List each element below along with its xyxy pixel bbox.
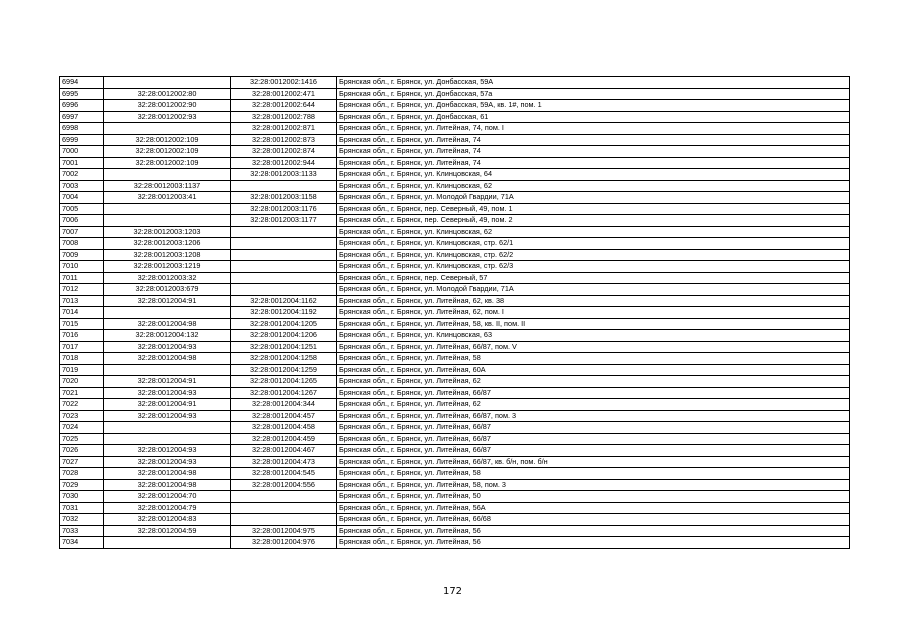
address-cell: Брянская обл., г. Брянск, ул. Литейная, 66/87 (337, 433, 850, 445)
old-cadastral-number-cell (104, 307, 231, 319)
table-row (60, 445, 850, 457)
new-cadastral-number-cell: 32:28:0012002:871 (231, 123, 337, 135)
new-cadastral-number-cell (231, 514, 337, 526)
row-number-cell: 7020 (60, 376, 104, 388)
row-number-cell: 7032 (60, 514, 104, 526)
new-cadastral-number-cell: 32:28:0012004:459 (231, 433, 337, 445)
row-number-cell: 7000 (60, 146, 104, 158)
address-cell: Брянская обл., г. Брянск, ул. Клинцовская, стр. 62/2 (337, 249, 850, 261)
address-cell: Брянская обл., г. Брянск, ул. Литейная, 66/87, пом. V (337, 341, 850, 353)
table-row (60, 203, 850, 215)
new-cadastral-number-cell: 32:28:0012003:1176 (231, 203, 337, 215)
row-number-cell: 6995 (60, 88, 104, 100)
table-row (60, 514, 850, 526)
table-row (60, 318, 850, 330)
old-cadastral-number-cell: 32:28:0012002:109 (104, 157, 231, 169)
address-cell: Брянская обл., г. Брянск, ул. Литейная, 66/87 (337, 387, 850, 399)
new-cadastral-number-cell: 32:28:0012004:344 (231, 399, 337, 411)
new-cadastral-number-cell: 32:28:0012004:1251 (231, 341, 337, 353)
table-row (60, 261, 850, 273)
address-cell: Брянская обл., г. Брянск, ул. Литейная, 60А (337, 364, 850, 376)
row-number-cell: 7033 (60, 525, 104, 537)
new-cadastral-number-cell: 32:28:0012003:1158 (231, 192, 337, 204)
old-cadastral-number-cell: 32:28:0012004:91 (104, 376, 231, 388)
table-row (60, 77, 850, 89)
table-row (60, 502, 850, 514)
row-number-cell: 7012 (60, 284, 104, 296)
address-cell: Брянская обл., г. Брянск, ул. Литейная, 50 (337, 491, 850, 503)
row-number-cell: 7010 (60, 261, 104, 273)
new-cadastral-number-cell (231, 284, 337, 296)
table-row (60, 123, 850, 135)
address-cell: Брянская обл., г. Брянск, ул. Литейная, 66/68 (337, 514, 850, 526)
address-cell: Брянская обл., г. Брянск, ул. Клинцовская, 63 (337, 330, 850, 342)
new-cadastral-number-cell (231, 226, 337, 238)
new-cadastral-number-cell: 32:28:0012003:1177 (231, 215, 337, 227)
new-cadastral-number-cell (231, 261, 337, 273)
new-cadastral-number-cell: 32:28:0012004:976 (231, 537, 337, 549)
old-cadastral-number-cell: 32:28:0012004:93 (104, 456, 231, 468)
new-cadastral-number-cell (231, 249, 337, 261)
table-row (60, 111, 850, 123)
old-cadastral-number-cell: 32:28:0012004:93 (104, 445, 231, 457)
old-cadastral-number-cell: 32:28:0012002:90 (104, 100, 231, 112)
new-cadastral-number-cell: 32:28:0012004:1162 (231, 295, 337, 307)
table-row (60, 537, 850, 549)
address-cell: Брянская обл., г. Брянск, ул. Литейная, 58 (337, 468, 850, 480)
row-number-cell: 7002 (60, 169, 104, 181)
address-cell: Брянская обл., г. Брянск, ул. Литейная, 56 (337, 537, 850, 549)
old-cadastral-number-cell (104, 169, 231, 181)
old-cadastral-number-cell: 32:28:0012004:98 (104, 479, 231, 491)
table-row (60, 284, 850, 296)
row-number-cell: 7015 (60, 318, 104, 330)
row-number-cell: 6997 (60, 111, 104, 123)
address-cell: Брянская обл., г. Брянск, ул. Клинцовская, 62 (337, 180, 850, 192)
old-cadastral-number-cell: 32:28:0012004:91 (104, 399, 231, 411)
table-row (60, 134, 850, 146)
address-cell: Брянская обл., г. Брянск, пер. Северный, 49, пом. 1 (337, 203, 850, 215)
old-cadastral-number-cell: 32:28:0012002:80 (104, 88, 231, 100)
old-cadastral-number-cell (104, 77, 231, 89)
row-number-cell: 7001 (60, 157, 104, 169)
address-cell: Брянская обл., г. Брянск, ул. Клинцовская, 62 (337, 226, 850, 238)
new-cadastral-number-cell: 32:28:0012002:874 (231, 146, 337, 158)
address-cell: Брянская обл., г. Брянск, ул. Донбасская, 61 (337, 111, 850, 123)
table-row (60, 226, 850, 238)
table-row (60, 364, 850, 376)
row-number-cell: 7022 (60, 399, 104, 411)
new-cadastral-number-cell (231, 491, 337, 503)
new-cadastral-number-cell: 32:28:0012004:1206 (231, 330, 337, 342)
row-number-cell: 7029 (60, 479, 104, 491)
new-cadastral-number-cell: 32:28:0012004:1192 (231, 307, 337, 319)
row-number-cell: 7014 (60, 307, 104, 319)
new-cadastral-number-cell: 32:28:0012002:788 (231, 111, 337, 123)
row-number-cell: 6999 (60, 134, 104, 146)
row-number-cell: 7013 (60, 295, 104, 307)
table-row (60, 249, 850, 261)
table-row (60, 468, 850, 480)
row-number-cell: 7025 (60, 433, 104, 445)
old-cadastral-number-cell: 32:28:0012002:93 (104, 111, 231, 123)
table-row (60, 192, 850, 204)
address-cell: Брянская обл., г. Брянск, ул. Молодой Гвардии, 71А (337, 192, 850, 204)
table-row (60, 272, 850, 284)
new-cadastral-number-cell: 32:28:0012004:975 (231, 525, 337, 537)
old-cadastral-number-cell: 32:28:0012004:83 (104, 514, 231, 526)
row-number-cell: 7017 (60, 341, 104, 353)
old-cadastral-number-cell: 32:28:0012003:1208 (104, 249, 231, 261)
old-cadastral-number-cell: 32:28:0012004:132 (104, 330, 231, 342)
row-number-cell: 7009 (60, 249, 104, 261)
address-cell: Брянская обл., г. Брянск, ул. Литейная, 66/87 (337, 422, 850, 434)
old-cadastral-number-cell (104, 123, 231, 135)
address-cell: Брянская обл., г. Брянск, ул. Литейная, 66/87, пом. 3 (337, 410, 850, 422)
row-number-cell: 7026 (60, 445, 104, 457)
table-row (60, 215, 850, 227)
old-cadastral-number-cell: 32:28:0012003:679 (104, 284, 231, 296)
table-row (60, 169, 850, 181)
new-cadastral-number-cell (231, 272, 337, 284)
address-cell: Брянская обл., г. Брянск, ул. Литейная, 62, кв. 38 (337, 295, 850, 307)
new-cadastral-number-cell: 32:28:0012002:471 (231, 88, 337, 100)
table-row (60, 387, 850, 399)
old-cadastral-number-cell: 32:28:0012003:32 (104, 272, 231, 284)
registry-table (59, 76, 850, 549)
new-cadastral-number-cell: 32:28:0012004:467 (231, 445, 337, 457)
address-cell: Брянская обл., г. Брянск, ул. Литейная, 74 (337, 146, 850, 158)
old-cadastral-number-cell: 32:28:0012004:98 (104, 468, 231, 480)
new-cadastral-number-cell: 32:28:0012004:1205 (231, 318, 337, 330)
address-cell: Брянская обл., г. Брянск, ул. Донбасская, 57а (337, 88, 850, 100)
new-cadastral-number-cell: 32:28:0012004:1259 (231, 364, 337, 376)
old-cadastral-number-cell (104, 203, 231, 215)
table-row (60, 353, 850, 365)
row-number-cell: 7027 (60, 456, 104, 468)
table-row (60, 341, 850, 353)
address-cell: Брянская обл., г. Брянск, ул. Литейная, 56А (337, 502, 850, 514)
table-row (60, 479, 850, 491)
address-cell: Брянская обл., г. Брянск, ул. Литейная, 58 (337, 353, 850, 365)
row-number-cell: 7006 (60, 215, 104, 227)
address-cell: Брянская обл., г. Брянск, ул. Литейная, 58, кв. II, пом. II (337, 318, 850, 330)
old-cadastral-number-cell: 32:28:0012004:93 (104, 410, 231, 422)
row-number-cell: 7024 (60, 422, 104, 434)
old-cadastral-number-cell: 32:28:0012004:70 (104, 491, 231, 503)
row-number-cell: 7031 (60, 502, 104, 514)
row-number-cell: 7018 (60, 353, 104, 365)
new-cadastral-number-cell: 32:28:0012002:873 (231, 134, 337, 146)
row-number-cell: 6996 (60, 100, 104, 112)
old-cadastral-number-cell (104, 537, 231, 549)
address-cell: Брянская обл., г. Брянск, ул. Литейная, 62 (337, 376, 850, 388)
row-number-cell: 7008 (60, 238, 104, 250)
old-cadastral-number-cell: 32:28:0012004:79 (104, 502, 231, 514)
new-cadastral-number-cell: 32:28:0012002:644 (231, 100, 337, 112)
table-row (60, 100, 850, 112)
old-cadastral-number-cell (104, 364, 231, 376)
old-cadastral-number-cell: 32:28:0012002:109 (104, 146, 231, 158)
table-row (60, 307, 850, 319)
new-cadastral-number-cell: 32:28:0012002:944 (231, 157, 337, 169)
row-number-cell: 7028 (60, 468, 104, 480)
old-cadastral-number-cell: 32:28:0012004:93 (104, 341, 231, 353)
address-cell: Брянская обл., г. Брянск, ул. Клинцовская, 64 (337, 169, 850, 181)
address-cell: Брянская обл., г. Брянск, ул. Литейная, 66/87 (337, 445, 850, 457)
row-number-cell: 7016 (60, 330, 104, 342)
new-cadastral-number-cell: 32:28:0012003:1133 (231, 169, 337, 181)
table-row (60, 157, 850, 169)
new-cadastral-number-cell: 32:28:0012004:458 (231, 422, 337, 434)
row-number-cell: 7004 (60, 192, 104, 204)
row-number-cell: 7034 (60, 537, 104, 549)
row-number-cell: 7005 (60, 203, 104, 215)
address-cell: Брянская обл., г. Брянск, ул. Донбасская, 59А (337, 77, 850, 89)
address-cell: Брянская обл., г. Брянск, ул. Клинцовская, стр. 62/3 (337, 261, 850, 273)
new-cadastral-number-cell (231, 502, 337, 514)
table-row (60, 456, 850, 468)
table-row (60, 399, 850, 411)
row-number-cell: 7003 (60, 180, 104, 192)
old-cadastral-number-cell (104, 422, 231, 434)
old-cadastral-number-cell: 32:28:0012004:59 (104, 525, 231, 537)
row-number-cell: 7007 (60, 226, 104, 238)
table-row (60, 491, 850, 503)
new-cadastral-number-cell: 32:28:0012004:473 (231, 456, 337, 468)
new-cadastral-number-cell: 32:28:0012004:1267 (231, 387, 337, 399)
table-row (60, 376, 850, 388)
old-cadastral-number-cell (104, 215, 231, 227)
table-row (60, 180, 850, 192)
row-number-cell: 7021 (60, 387, 104, 399)
table-row (60, 433, 850, 445)
address-cell: Брянская обл., г. Брянск, ул. Литейная, 74 (337, 134, 850, 146)
old-cadastral-number-cell: 32:28:0012004:98 (104, 353, 231, 365)
old-cadastral-number-cell: 32:28:0012003:1206 (104, 238, 231, 250)
table-row (60, 238, 850, 250)
address-cell: Брянская обл., г. Брянск, ул. Литейная, 58, пом. 3 (337, 479, 850, 491)
address-cell: Брянская обл., г. Брянск, пер. Северный, 49, пом. 2 (337, 215, 850, 227)
address-cell: Брянская обл., г. Брянск, пер. Северный, 57 (337, 272, 850, 284)
new-cadastral-number-cell: 32:28:0012004:556 (231, 479, 337, 491)
address-cell: Брянская обл., г. Брянск, ул. Клинцовская, стр. 62/1 (337, 238, 850, 250)
page-number: 172 (442, 586, 463, 597)
new-cadastral-number-cell: 32:28:0012004:1258 (231, 353, 337, 365)
table-row (60, 330, 850, 342)
old-cadastral-number-cell: 32:28:0012003:1219 (104, 261, 231, 273)
new-cadastral-number-cell (231, 238, 337, 250)
address-cell: Брянская обл., г. Брянск, ул. Литейная, 74, пом. I (337, 123, 850, 135)
old-cadastral-number-cell: 32:28:0012002:109 (104, 134, 231, 146)
old-cadastral-number-cell: 32:28:0012003:1203 (104, 226, 231, 238)
old-cadastral-number-cell: 32:28:0012004:93 (104, 387, 231, 399)
row-number-cell: 7023 (60, 410, 104, 422)
new-cadastral-number-cell: 32:28:0012004:457 (231, 410, 337, 422)
table-row (60, 525, 850, 537)
row-number-cell: 6994 (60, 77, 104, 89)
new-cadastral-number-cell: 32:28:0012004:1265 (231, 376, 337, 388)
registry-table-body (60, 77, 850, 549)
new-cadastral-number-cell (231, 180, 337, 192)
old-cadastral-number-cell: 32:28:0012003:1137 (104, 180, 231, 192)
row-number-cell: 7030 (60, 491, 104, 503)
address-cell: Брянская обл., г. Брянск, ул. Донбасская, 59А, кв. 1#, пом. 1 (337, 100, 850, 112)
address-cell: Брянская обл., г. Брянск, ул. Литейная, 56 (337, 525, 850, 537)
old-cadastral-number-cell: 32:28:0012004:91 (104, 295, 231, 307)
table-row (60, 146, 850, 158)
row-number-cell: 7019 (60, 364, 104, 376)
address-cell: Брянская обл., г. Брянск, ул. Молодой Гвардии, 71А (337, 284, 850, 296)
table-row (60, 422, 850, 434)
address-cell: Брянская обл., г. Брянск, ул. Литейная, 74 (337, 157, 850, 169)
address-cell: Брянская обл., г. Брянск, ул. Литейная, 66/87, кв. б/н, пом. б/н (337, 456, 850, 468)
row-number-cell: 7011 (60, 272, 104, 284)
address-cell: Брянская обл., г. Брянск, ул. Литейная, 62 (337, 399, 850, 411)
old-cadastral-number-cell: 32:28:0012003:41 (104, 192, 231, 204)
old-cadastral-number-cell: 32:28:0012004:98 (104, 318, 231, 330)
table-row (60, 295, 850, 307)
new-cadastral-number-cell: 32:28:0012002:1416 (231, 77, 337, 89)
address-cell: Брянская обл., г. Брянск, ул. Литейная, 62, пом. I (337, 307, 850, 319)
table-row (60, 88, 850, 100)
new-cadastral-number-cell: 32:28:0012004:545 (231, 468, 337, 480)
table-row (60, 410, 850, 422)
old-cadastral-number-cell (104, 433, 231, 445)
row-number-cell: 6998 (60, 123, 104, 135)
